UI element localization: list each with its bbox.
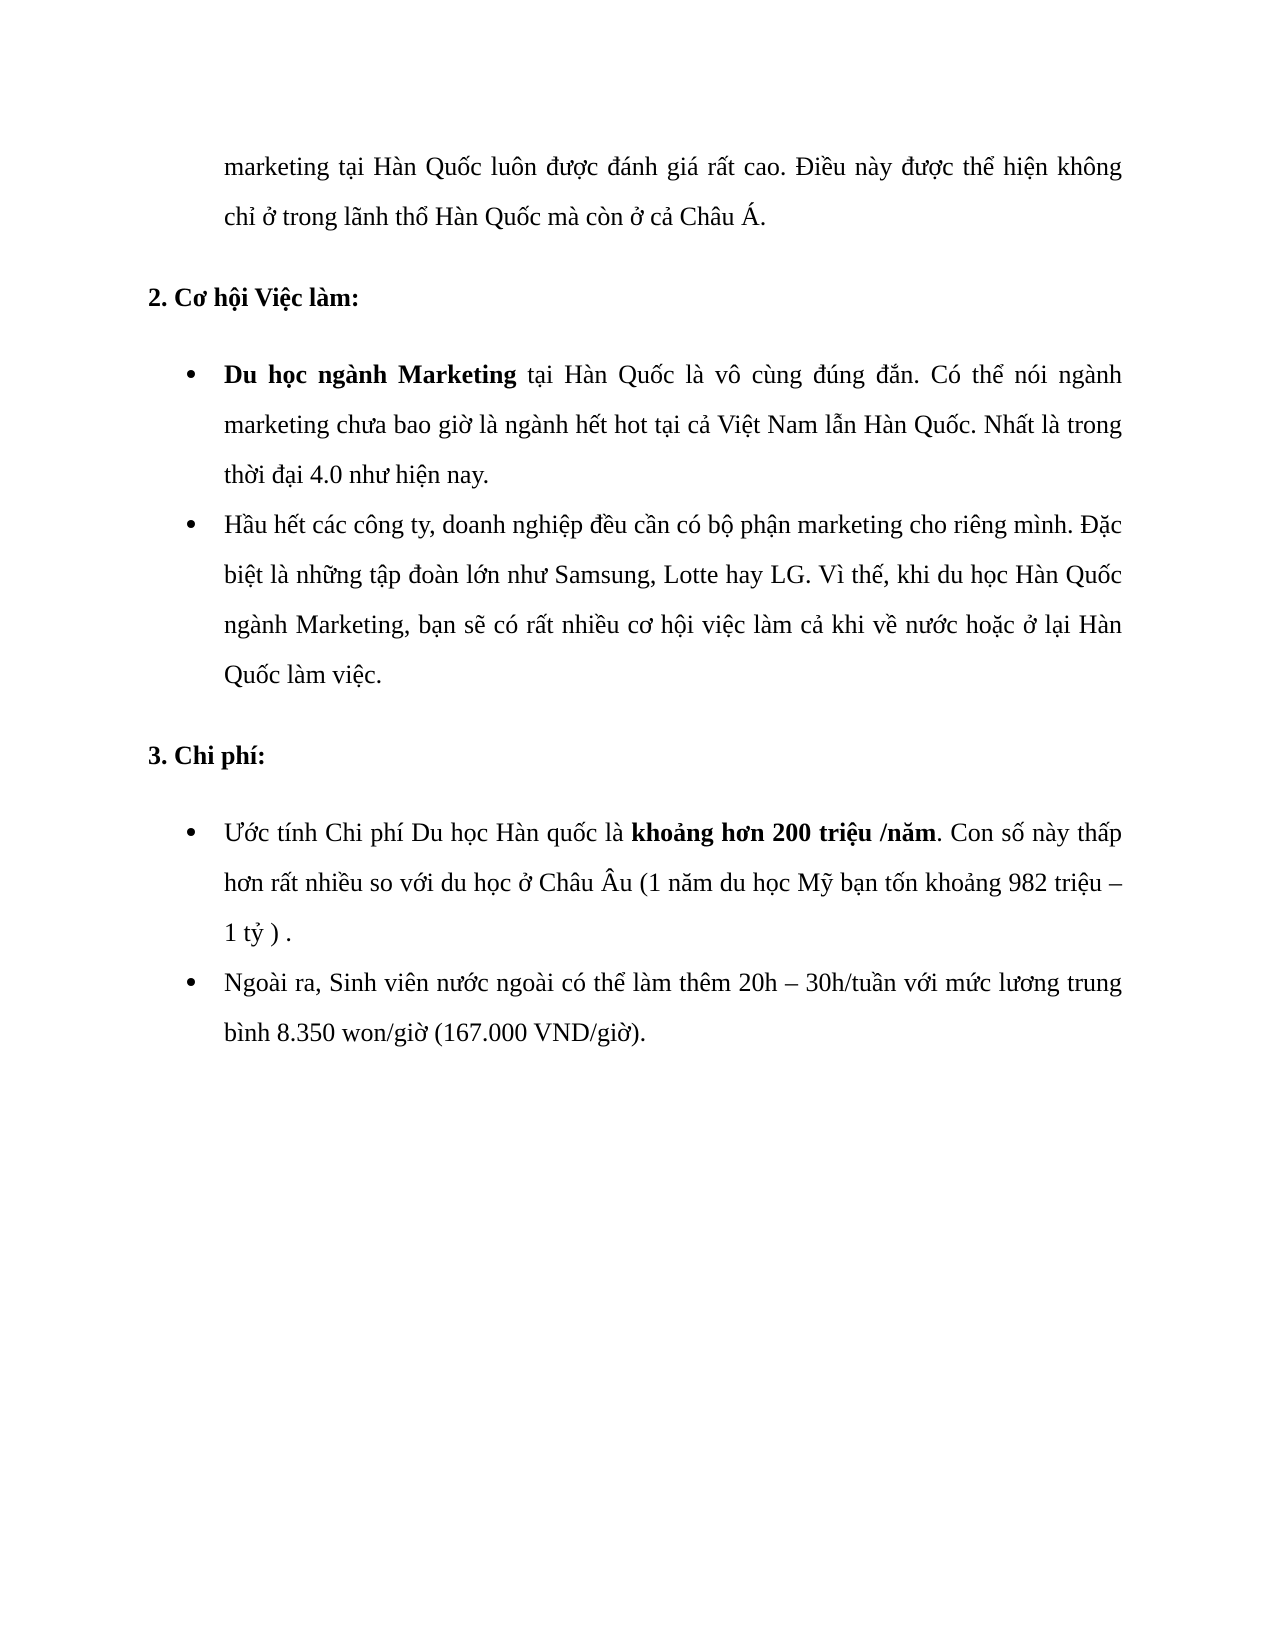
section-3-heading: 3. Chi phí: xyxy=(148,741,266,770)
section-2-heading: 2. Cơ hội Việc làm: xyxy=(148,283,360,312)
list-item-text: Ngoài ra, Sinh viên nước ngoài có thể làm thêm 20h – 30h/tuần với mức lương trung bình 8.350 won/giờ (167.000 VND/giờ). xyxy=(224,968,1122,1047)
bullet-icon xyxy=(187,828,195,836)
intro-paragraph: marketing tại Hàn Quốc luôn được đánh giá rất cao. Điều này được thể hiện không chỉ ở trong lãnh thổ Hàn Quốc mà còn ở cả Châu Á. xyxy=(224,152,1122,231)
bullet-icon xyxy=(187,370,195,378)
list-item-text-before: Ước tính Chi phí Du học Hàn quốc là xyxy=(224,818,632,847)
list-item xyxy=(224,500,1122,700)
section-2-list xyxy=(224,350,1122,700)
list-item-text: Hầu hết các công ty, doanh nghiệp đều cần có bộ phận marketing cho riêng mình. Đặc biệt là những tập đoàn lớn như Samsung, Lotte hay LG. Vì thế, khi du học Hàn Quốc ngành Marketing, bạn sẽ có rất nhiều cơ hội việc làm cả khi về nước hoặc ở lại Hàn Quốc làm việc. xyxy=(224,510,1122,689)
list-item xyxy=(224,958,1122,1058)
bold-phrase: Du học ngành Marketing xyxy=(224,360,517,389)
list-item xyxy=(224,808,1122,958)
list-item xyxy=(224,350,1122,500)
section-3-list xyxy=(224,808,1122,1058)
bullet-icon xyxy=(187,520,195,528)
list-item-text: tại Hàn Quốc là vô cùng đúng đắn. Có thể nói ngành marketing chưa bao giờ là ngành hết hot tại cả Việt Nam lẫn Hàn Quốc. Nhất là trong thời đại 4.0 như hiện nay. xyxy=(224,360,1122,489)
list-item-text-after: . Con số này thấp hơn rất nhiều so với du học ở Châu Âu (1 năm du học Mỹ bạn tốn khoảng 982 triệu – 1 tỷ ) . xyxy=(224,818,1122,947)
bullet-icon xyxy=(187,978,195,986)
bold-phrase: khoảng hơn 200 triệu /năm xyxy=(631,818,937,847)
